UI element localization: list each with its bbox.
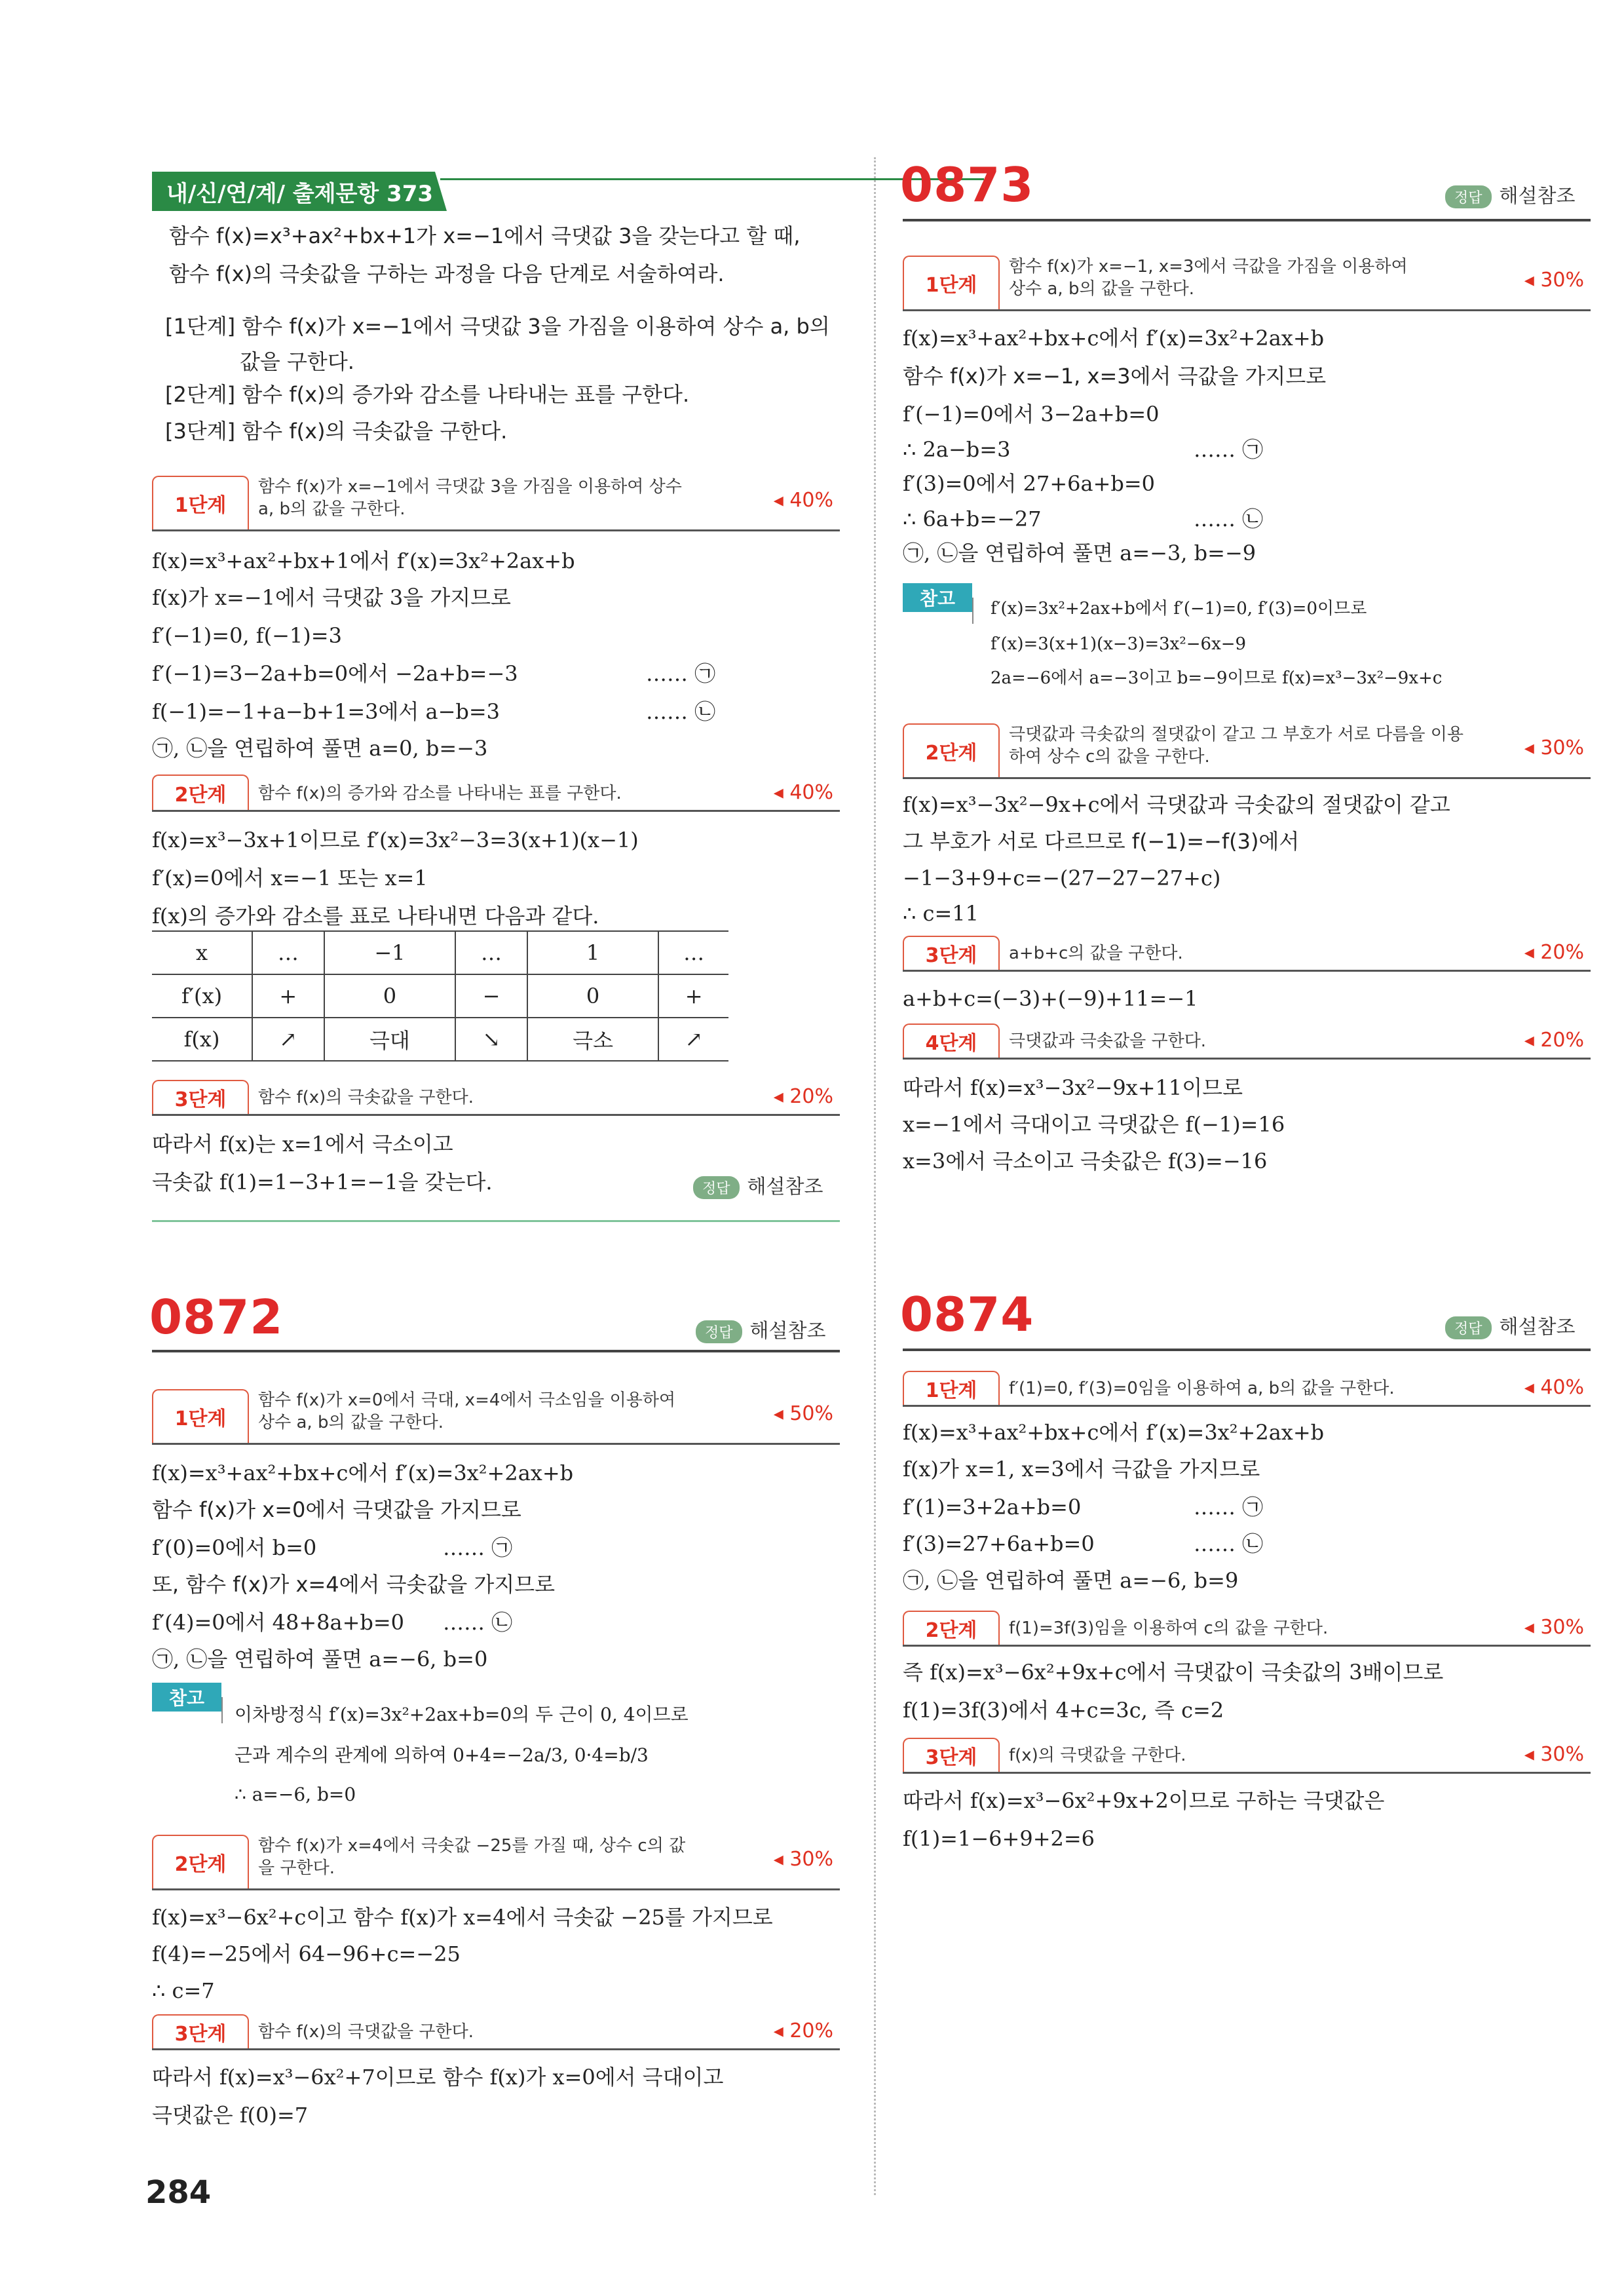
solution-line: −1−3+9+c=−(27−27−27+c) bbox=[903, 866, 1221, 890]
table-cell: −1 bbox=[324, 931, 456, 974]
step-header bbox=[152, 2012, 840, 2050]
problem-number: 0874 bbox=[900, 1287, 1034, 1342]
step-tag: 2단계 bbox=[903, 1611, 1000, 1645]
page-number: 284 bbox=[145, 2174, 212, 2211]
solution-line: f′(−1)=0, f(−1)=3 bbox=[152, 623, 342, 648]
table-cell: … bbox=[455, 931, 527, 974]
solution-line: f(x)=x³+ax²+bx+c에서 f′(x)=3x²+2ax+b bbox=[152, 1461, 574, 1485]
step-score: ◂ 30% bbox=[1524, 1743, 1584, 1766]
solution-line: f(x)=x³+ax²+bx+c에서 f′(x)=3x²+2ax+b bbox=[903, 326, 1325, 351]
step-tag: 4단계 bbox=[903, 1024, 1000, 1058]
solution-line: f′(x)=0에서 x=−1 또는 x=1 bbox=[152, 866, 428, 890]
note-bracket bbox=[972, 598, 973, 624]
solution-line: ㉠, ㉡을 연립하여 풀면 a=−6, b=0 bbox=[152, 1647, 488, 1672]
step-description bbox=[258, 1835, 685, 1879]
solution-line: x=3에서 극소이고 극솟값은 f(3)=−16 bbox=[903, 1149, 1268, 1174]
exam-box-bottom-rule bbox=[152, 1220, 840, 1222]
answer-label bbox=[1445, 180, 1575, 208]
solution-line: ㉠, ㉡을 연립하여 풀면 a=0, b=−3 bbox=[152, 736, 488, 761]
solution-line: f(1)=3f(3)에서 4+c=3c, 즉 c=2 bbox=[903, 1698, 1224, 1723]
problem-rule bbox=[903, 219, 1591, 221]
solution-line: 따라서 f(x)는 x=1에서 극소이고 bbox=[152, 1132, 453, 1157]
solution-line: ∴ 2a−b=3 bbox=[903, 437, 1011, 462]
step-tag: 1단계 bbox=[152, 1389, 249, 1443]
table-cell: ↗ bbox=[658, 1018, 728, 1061]
step-description: 함수 f(x)의 증가와 감소를 나타내는 표를 구한다. bbox=[258, 784, 622, 803]
problem-rule bbox=[903, 1349, 1591, 1351]
exam-task-line: [3단계] 함수 f(x)의 극솟값을 구한다. bbox=[165, 419, 508, 444]
answer-text: 해설참조 bbox=[747, 1176, 823, 1198]
step-description-line: 함수 f(x)가 x=4에서 극솟값 −25를 가질 때, 상수 c의 값 bbox=[258, 1836, 686, 1856]
table-cell: − bbox=[455, 974, 527, 1018]
step-description bbox=[258, 1389, 675, 1434]
table-cell: + bbox=[658, 974, 728, 1018]
step-score: ◂ 30% bbox=[773, 1848, 833, 1871]
step-tag: 3단계 bbox=[152, 2014, 249, 2048]
step-header bbox=[152, 1077, 840, 1116]
note-line: f′(x)=3x²+2ax+b에서 f′(−1)=0, f′(3)=0이므로 bbox=[991, 599, 1367, 619]
solution-line: ∴ c=11 bbox=[903, 901, 979, 926]
step-score: ◂ 20% bbox=[773, 1085, 833, 1108]
step-score: ◂ 40% bbox=[773, 489, 833, 512]
step-description-line: 상수 a, b의 값을 구한다. bbox=[258, 1413, 444, 1432]
table-row bbox=[152, 974, 728, 1018]
step-description: 함수 f(x)의 극솟값을 구한다. bbox=[258, 1088, 474, 1107]
step-tag: 3단계 bbox=[903, 1738, 1000, 1772]
solution-line: f(x)가 x=−1에서 극댓값 3을 가지므로 bbox=[152, 585, 511, 610]
step-tag: 1단계 bbox=[903, 256, 1000, 309]
equation-mark: …… ㉡ bbox=[646, 699, 716, 724]
solution-line: f(−1)=−1+a−b+1=3에서 a−b=3 bbox=[152, 699, 500, 724]
step-description: f′(1)=0, f′(3)=0임을 이용하여 a, b의 값을 구한다. bbox=[1009, 1379, 1395, 1398]
answer-badge: 정답 bbox=[1445, 185, 1492, 208]
solution-line: f(x)의 증가와 감소를 표로 나타내면 다음과 같다. bbox=[152, 904, 599, 928]
step-score: ◂ 30% bbox=[1524, 737, 1584, 759]
solution-line: f(x)=x³−3x²−9x+c에서 극댓값과 극솟값의 절댓값이 같고 bbox=[903, 792, 1450, 817]
answer-badge: 정답 bbox=[693, 1176, 740, 1199]
solution-line: f(1)=1−6+9+2=6 bbox=[903, 1826, 1095, 1851]
step-description-line: a, b의 값을 구한다. bbox=[258, 499, 406, 519]
solution-line: ∴ 6a+b=−27 bbox=[903, 507, 1042, 531]
step-header bbox=[152, 772, 840, 812]
equation-mark: …… ㉡ bbox=[443, 1610, 513, 1635]
step-description-line: 극댓값과 극솟값의 절댓값이 같고 그 부호가 서로 다름을 이용 bbox=[1009, 725, 1464, 744]
step-score: ◂ 20% bbox=[773, 2019, 833, 2042]
answer-label bbox=[693, 1170, 823, 1199]
solution-line: f′(0)=0에서 b=0 bbox=[152, 1535, 317, 1560]
column-divider bbox=[874, 157, 876, 2195]
equation-mark: …… ㉠ bbox=[646, 661, 716, 686]
table-cell: f(x) bbox=[183, 1027, 220, 1052]
solution-line: f′(4)=0에서 48+8a+b=0 bbox=[152, 1610, 405, 1635]
step-score: ◂ 20% bbox=[1524, 941, 1584, 964]
step-description: 극댓값과 극솟값을 구한다. bbox=[1009, 1031, 1207, 1051]
step-description: 함수 f(x)의 극댓값을 구한다. bbox=[258, 2022, 474, 2042]
step-description: f(1)=3f(3)임을 이용하여 c의 값을 구한다. bbox=[1009, 1618, 1329, 1638]
table-cell: x bbox=[195, 940, 208, 965]
solution-line: 즉 f(x)=x³−6x²+9x+c에서 극댓값이 극솟값의 3배이므로 bbox=[903, 1660, 1444, 1685]
solution-line: f′(−1)=0에서 3−2a+b=0 bbox=[903, 402, 1160, 427]
exam-prompt-line: 함수 f(x)의 극솟값을 구하는 과정을 다음 단계로 서술하여라. bbox=[169, 261, 725, 286]
step-header bbox=[903, 249, 1591, 311]
solution-line: f(x)=x³+ax²+bx+c에서 f′(x)=3x²+2ax+b bbox=[903, 1420, 1325, 1445]
step-description: a+b+c의 값을 구한다. bbox=[1009, 944, 1183, 963]
answer-text: 해설참조 bbox=[1499, 185, 1576, 208]
table-cell: 0 bbox=[324, 974, 456, 1018]
note-line: 근과 계수의 관계에 의하여 0+4=−2a/3, 0·4=b/3 bbox=[235, 1744, 649, 1766]
answer-label bbox=[1445, 1311, 1575, 1339]
solution-line: f(x)=x³−3x+1이므로 f′(x)=3x²−3=3(x+1)(x−1) bbox=[152, 828, 639, 852]
step-score: ◂ 50% bbox=[773, 1402, 833, 1425]
solution-line: a+b+c=(−3)+(−9)+11=−1 bbox=[903, 986, 1198, 1011]
solution-line: f′(3)=27+6a+b=0 bbox=[903, 1531, 1095, 1556]
table-cell: + bbox=[252, 974, 324, 1018]
solution-line: 함수 f(x)가 x=−1, x=3에서 극값을 가지므로 bbox=[903, 364, 1327, 389]
note-tag: 참고 bbox=[903, 583, 972, 612]
table-cell: … bbox=[658, 931, 728, 974]
step-tag: 2단계 bbox=[152, 1835, 249, 1888]
table-row bbox=[152, 931, 728, 974]
step-header bbox=[152, 1828, 840, 1890]
solution-line: 극솟값 f(1)=1−3+1=−1을 갖는다. bbox=[152, 1170, 493, 1195]
table-cell: ↘ bbox=[455, 1018, 527, 1061]
exam-task-line: [1단계] 함수 f(x)가 x=−1에서 극댓값 3을 가짐을 이용하여 상수 a, b의 bbox=[165, 314, 830, 339]
exam-prompt-line: 함수 f(x)=x³+ax²+bx+1가 x=−1에서 극댓값 3을 갖는다고 할 때, bbox=[169, 223, 801, 248]
answer-badge: 정답 bbox=[696, 1320, 742, 1343]
answer-badge: 정답 bbox=[1445, 1316, 1492, 1339]
step-description-line: 함수 f(x)가 x=−1, x=3에서 극값을 가짐을 이용하여 bbox=[1009, 257, 1408, 277]
step-header bbox=[903, 1608, 1591, 1647]
table-cell: 극소 bbox=[527, 1018, 659, 1061]
solution-line: f′(1)=3+2a+b=0 bbox=[903, 1495, 1082, 1520]
solution-line: ∴ c=7 bbox=[152, 1978, 215, 2003]
step-tag: 3단계 bbox=[903, 936, 1000, 970]
step-score: ◂ 30% bbox=[1524, 269, 1584, 292]
solution-line: 또, 함수 f(x)가 x=4에서 극솟값을 가지므로 bbox=[152, 1572, 556, 1597]
note-line: f′(x)=3(x+1)(x−3)=3x²−6x−9 bbox=[991, 634, 1247, 654]
answer-text: 해설참조 bbox=[1499, 1316, 1576, 1339]
solution-line: 따라서 f(x)=x³−6x²+7이므로 함수 f(x)가 x=0에서 극대이고 bbox=[152, 2065, 724, 2090]
equation-mark: …… ㉡ bbox=[1194, 507, 1264, 531]
solution-line: f(x)가 x=1, x=3에서 극값을 가지므로 bbox=[903, 1457, 1260, 1482]
step-description bbox=[1009, 723, 1463, 768]
step-description-line: 하여 상수 c의 값을 구한다. bbox=[1009, 747, 1210, 767]
table-row bbox=[152, 1018, 728, 1061]
step-description-line: 을 구한다. bbox=[258, 1858, 335, 1878]
table-cell: … bbox=[252, 931, 324, 974]
note-line: ∴ a=−6, b=0 bbox=[235, 1784, 356, 1805]
solution-line: f(4)=−25에서 64−96+c=−25 bbox=[152, 1942, 461, 1966]
solution-line: f(x)=x³−6x²+c이고 함수 f(x)가 x=4에서 극솟값 −25를 가지므로 bbox=[152, 1905, 773, 1930]
note-line: 이차방정식 f′(x)=3x²+2ax+b=0의 두 근이 0, 4이므로 bbox=[235, 1704, 689, 1725]
step-tag: 1단계 bbox=[903, 1371, 1000, 1405]
step-tag: 1단계 bbox=[152, 476, 249, 529]
solution-line: 따라서 f(x)=x³−3x²−9x+11이므로 bbox=[903, 1075, 1243, 1100]
step-score: ◂ 20% bbox=[1524, 1029, 1584, 1052]
solution-line: f(x)=x³+ax²+bx+1에서 f′(x)=3x²+2ax+b bbox=[152, 548, 575, 573]
table-cell: 극대 bbox=[324, 1018, 456, 1061]
table-cell: ↗ bbox=[252, 1018, 324, 1061]
step-tag: 3단계 bbox=[152, 1080, 249, 1114]
variation-table bbox=[152, 930, 728, 1062]
step-description: f(x)의 극댓값을 구한다. bbox=[1009, 1746, 1186, 1765]
step-score: ◂ 40% bbox=[1524, 1376, 1584, 1399]
step-header bbox=[903, 1735, 1591, 1774]
equation-mark: …… ㉠ bbox=[1194, 1495, 1264, 1520]
exam-problem-banner bbox=[152, 172, 840, 211]
exam-task-line: [2단계] 함수 f(x)의 증가와 감소를 나타내는 표를 구한다. bbox=[165, 382, 690, 407]
solution-line: f′(−1)=3−2a+b=0에서 −2a+b=−3 bbox=[152, 661, 518, 686]
table-cell: f′(x) bbox=[181, 984, 223, 1008]
problem-number: 0873 bbox=[900, 157, 1034, 212]
answer-label bbox=[696, 1314, 825, 1343]
step-tag: 2단계 bbox=[903, 723, 1000, 777]
table-cell: 0 bbox=[527, 974, 659, 1018]
note-bracket bbox=[221, 1697, 223, 1723]
step-header bbox=[152, 469, 840, 531]
step-header bbox=[903, 933, 1591, 972]
step-description-line: 상수 a, b의 값을 구한다. bbox=[1009, 279, 1194, 299]
equation-mark: …… ㉡ bbox=[1194, 1531, 1264, 1556]
step-header bbox=[152, 1383, 840, 1445]
step-score: ◂ 40% bbox=[773, 781, 833, 804]
solution-line: 그 부호가 서로 다르므로 f(−1)=−f(3)에서 bbox=[903, 829, 1300, 854]
step-header bbox=[903, 1368, 1591, 1407]
table-cell: 1 bbox=[527, 931, 659, 974]
equation-mark: …… ㉠ bbox=[443, 1535, 513, 1560]
step-tag: 2단계 bbox=[152, 775, 249, 810]
step-description-line: 함수 f(x)가 x=0에서 극대, x=4에서 극소임을 이용하여 bbox=[258, 1390, 676, 1410]
note-tag: 참고 bbox=[152, 1683, 221, 1712]
answer-text: 해설참조 bbox=[749, 1320, 826, 1343]
equation-mark: …… ㉠ bbox=[1194, 437, 1264, 462]
note-line: 2a=−6에서 a=−3이고 b=−9이므로 f(x)=x³−3x²−9x+c bbox=[991, 668, 1443, 688]
solution-line: ㉠, ㉡을 연립하여 풀면 a=−6, b=9 bbox=[903, 1568, 1239, 1593]
step-score: ◂ 30% bbox=[1524, 1616, 1584, 1639]
solution-line: 함수 f(x)가 x=0에서 극댓값을 가지므로 bbox=[152, 1497, 521, 1522]
step-description bbox=[258, 476, 682, 520]
solution-line: ㉠, ㉡을 연립하여 풀면 a=−3, b=−9 bbox=[903, 541, 1256, 565]
step-header bbox=[903, 1021, 1591, 1060]
step-description-line: 함수 f(x)가 x=−1에서 극댓값 3을 가짐을 이용하여 상수 bbox=[258, 477, 682, 497]
step-description bbox=[1009, 256, 1408, 300]
solution-line: f′(3)=0에서 27+6a+b=0 bbox=[903, 471, 1156, 496]
solution-line: 따라서 f(x)=x³−6x²+9x+2이므로 구하는 극댓값은 bbox=[903, 1788, 1385, 1813]
problem-rule bbox=[152, 1350, 840, 1352]
solution-line: 극댓값은 f(0)=7 bbox=[152, 2103, 309, 2128]
solution-line: x=−1에서 극대이고 극댓값은 f(−1)=16 bbox=[903, 1112, 1285, 1137]
step-header bbox=[903, 717, 1591, 779]
problem-number: 0872 bbox=[149, 1290, 284, 1345]
exam-task-line: 값을 구한다. bbox=[240, 349, 354, 374]
banner-title: 내/신/연/계/ 출제문항 373 bbox=[166, 181, 434, 207]
